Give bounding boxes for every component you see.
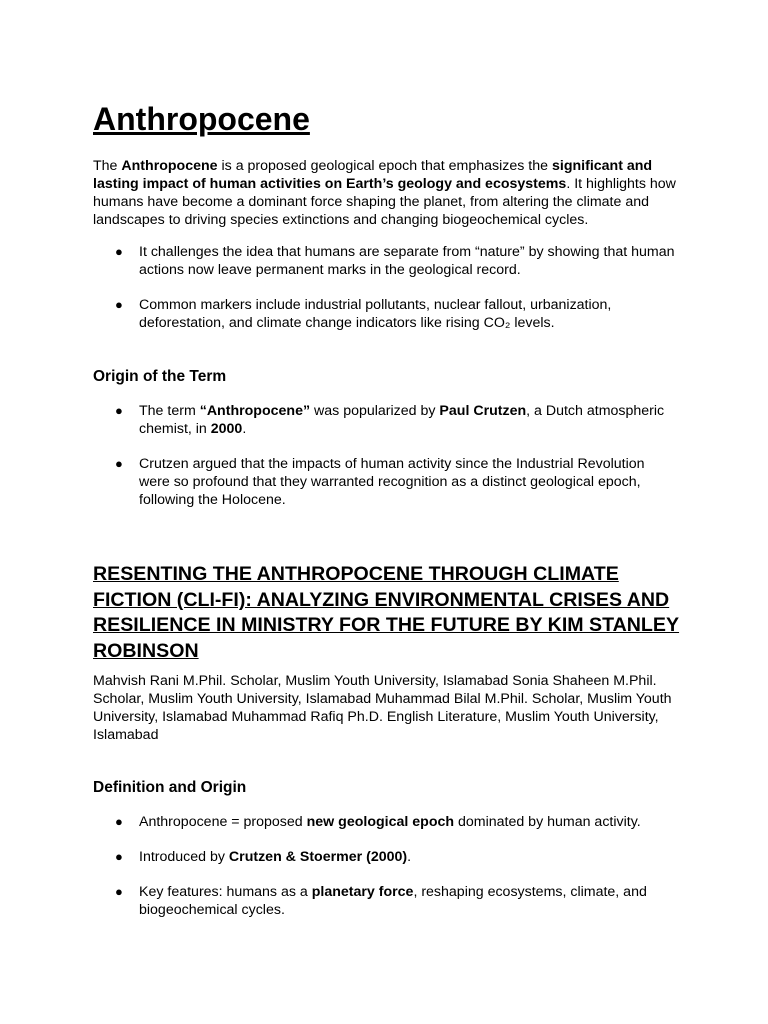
bullet-icon: ● xyxy=(115,297,123,312)
bullet-text xyxy=(139,403,664,437)
text-run: Introduced by xyxy=(139,849,229,865)
bold-run: new geological epoch xyxy=(306,814,455,830)
text-run: . xyxy=(407,849,412,865)
definition-bullet-list xyxy=(93,813,678,919)
origin-bullet-list xyxy=(93,402,678,509)
bullet-text: It challenges the idea that humans are separate from “nature” by showing that human actions now leave permanent marks in the geological record. xyxy=(139,244,675,278)
list-item xyxy=(93,243,678,279)
bold-run: Paul Crutzen xyxy=(439,403,527,419)
text-run: was popularized by xyxy=(310,403,440,419)
intro-bold-2: significant and lasting impact of human activities on Earth’s geology and ecosystems xyxy=(93,158,653,192)
bold-run: 2000 xyxy=(210,421,243,437)
bullet-icon: ● xyxy=(115,403,123,418)
bullet-text xyxy=(139,849,411,865)
paper-title: RESENTING THE ANTHROPOCENE THROUGH CLIMATE FICTION (CLI-FI): ANALYZING ENVIRONMENTAL CRISES AND RESILIENCE IN MINISTRY FOR THE FUTURE BY KIM STANLEY ROBINSON xyxy=(93,563,680,662)
text-run: The term xyxy=(139,403,200,419)
intro-text-2: is a proposed geological epoch that emphasizes the xyxy=(217,158,552,174)
intro-bullet-list xyxy=(93,243,678,332)
text-run: . xyxy=(242,421,247,437)
text-run: , a Dutch atmospheric chemist, in xyxy=(139,403,665,437)
bold-run: planetary force xyxy=(311,884,414,900)
bullet-icon: ● xyxy=(115,814,123,829)
text-run: , reshaping ecosystems, climate, and biogeochemical cycles. xyxy=(139,884,647,918)
page-title: Anthropocene xyxy=(93,101,310,137)
bullet-text: Common markers include industrial pollutants, nuclear fallout, urbanization, deforestation, and climate change indicators like rising CO₂ levels. xyxy=(139,297,612,331)
bullet-icon: ● xyxy=(115,884,123,899)
list-item xyxy=(93,883,678,919)
list-item xyxy=(93,402,678,438)
bullet-text: Crutzen argued that the impacts of human activity since the Industrial Revolution were so profound that they warranted recognition as a distinct geological epoch, following the Holocene. xyxy=(139,456,645,508)
definition-heading: Definition and Origin xyxy=(93,779,247,796)
intro-text-3: . It highlights how humans have become a dominant force shaping the planet, from altering the climate and landscapes to driving species extinctions and changing biogeochemical cycles. xyxy=(93,176,676,228)
intro-text-1: The xyxy=(93,158,122,174)
intro-bold-1: Anthropocene xyxy=(121,158,218,174)
list-item xyxy=(93,813,678,831)
bold-run: “Anthropocene” xyxy=(199,403,311,419)
bullet-icon: ● xyxy=(115,849,123,864)
bullet-text xyxy=(139,884,647,918)
list-item xyxy=(93,455,678,509)
bullet-icon: ● xyxy=(115,456,123,471)
list-item xyxy=(93,848,678,866)
list-item xyxy=(93,296,678,332)
bold-run: Crutzen & Stoermer (2000) xyxy=(228,849,408,865)
bullet-icon: ● xyxy=(115,244,123,259)
intro-paragraph xyxy=(93,157,678,229)
bullet-text xyxy=(139,814,641,830)
text-run: Key features: humans as a xyxy=(139,884,312,900)
text-run: Anthropocene = proposed xyxy=(139,814,307,830)
paper-authors: Mahvish Rani M.Phil. Scholar, Muslim Youth University, Islamabad Sonia Shaheen M.Phil. Scholar, Muslim Youth University, Islamabad Muhammad Bilal M.Phil. Scholar, Muslim Youth University, Islamabad Muhammad Rafiq Ph.D. English Literature, Muslim Youth University, Islamabad xyxy=(93,673,672,743)
origin-heading: Origin of the Term xyxy=(93,368,227,385)
text-run: dominated by human activity. xyxy=(454,814,641,830)
